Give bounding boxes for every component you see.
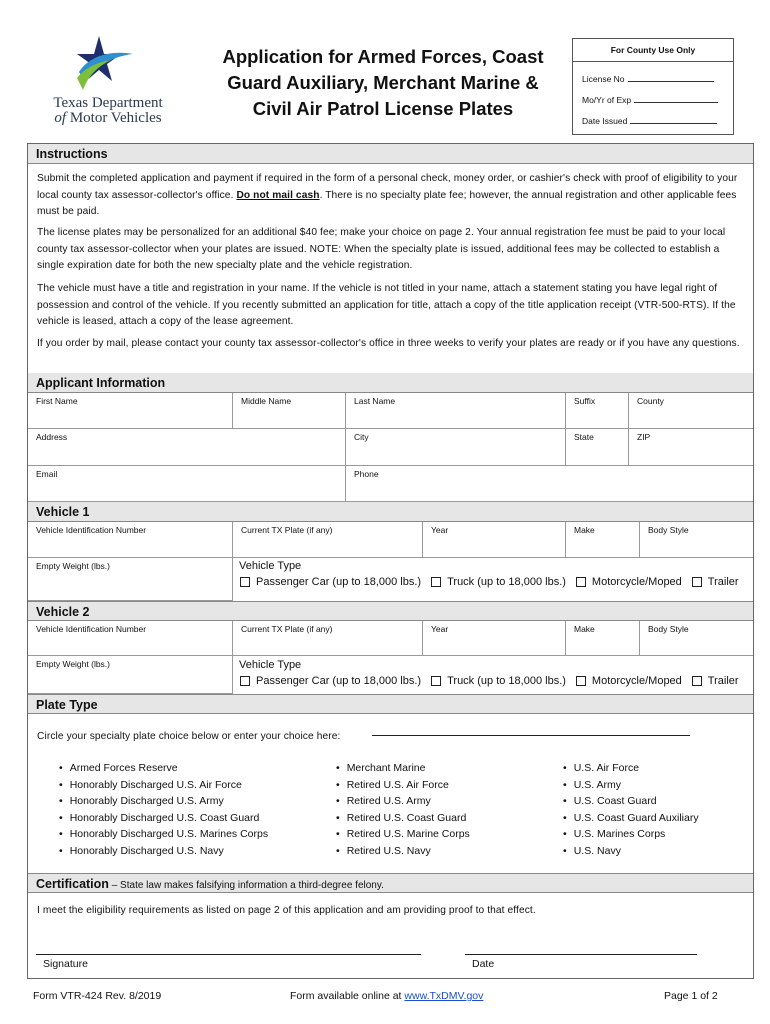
plate-list-column-2 xyxy=(336,760,470,859)
instructions-paragraph-1: Submit the completed application and payment if required in the form of a personal check, money order, or cashier's check with proof of eligibility to your local county tax assessor-collector's office. Do not mail cash. There is no specialty plate fee; however, the annual registration and other applicable fees must be paid. xyxy=(37,173,738,217)
vehicle-1-trailer-checkbox[interactable]: Trailer xyxy=(692,576,739,588)
plate-option[interactable]: • Retired U.S. Marine Corps xyxy=(336,826,470,843)
vehicle-1-type-label: Vehicle Type xyxy=(239,560,302,572)
email-field[interactable]: Email xyxy=(28,466,346,502)
vehicle-2-motorcycle-checkbox[interactable]: Motorcycle/Moped xyxy=(576,675,682,687)
vehicle-1-type-options xyxy=(240,576,739,588)
instructions-paragraph-2: The license plates may be personalized for an additional $40 fee; make your choice on page 2. Your annual registration fee must be paid to your local county tax assessor-collector when your plates are issued. NOTE: When the specialty plate is issued, additional fees may be collected to establish a single expiration date for both the new specialty plate and the vehicle registration. xyxy=(37,227,726,271)
vehicle-1-make-field[interactable]: Make xyxy=(566,522,640,558)
page-number: Page 1 of 2 xyxy=(664,990,718,1002)
certification-heading: Certification – State law makes falsifying information a third-degree felony. xyxy=(28,873,753,893)
plate-option[interactable]: • U.S. Coast Guard Auxiliary xyxy=(563,810,699,827)
vehicle-2-body-style-field[interactable]: Body Style xyxy=(640,621,753,656)
phone-field[interactable]: Phone xyxy=(346,466,753,502)
plate-option[interactable]: • Honorably Discharged U.S. Air Force xyxy=(59,777,268,794)
instructions-paragraph-4: If you order by mail, please contact your county tax assessor-collector's office in three weeks to verify your plates are ready or if you have any questions. xyxy=(37,338,740,349)
form-number: Form VTR-424 Rev. 8/2019 xyxy=(33,990,162,1002)
txdmv-logo xyxy=(38,34,178,134)
city-field[interactable]: City xyxy=(346,429,566,466)
address-field[interactable]: Address xyxy=(28,429,346,466)
vehicle-2-vin-field[interactable]: Vehicle Identification Number xyxy=(28,621,233,656)
plate-list-column-3 xyxy=(563,760,699,859)
plate-type-heading: Plate Type xyxy=(28,694,753,714)
middle-name-field[interactable]: Middle Name xyxy=(233,393,346,429)
vehicle-1-plate-field[interactable]: Current TX Plate (if any) xyxy=(233,522,423,558)
plate-option[interactable]: • U.S. Navy xyxy=(563,843,699,860)
star-logo-icon xyxy=(71,34,141,94)
instructions-paragraph-3: The vehicle must have a title and registration in your name. If the vehicle is not titled in your name, attach a statement stating you have legal right of possession and control of the vehicle. If you recently submitted an application for title, attach a copy of the title application receipt (VTR-500-RTS). If the vehicle is leased, attach a copy of the lease agreement. xyxy=(37,283,736,327)
signature-label: Signature xyxy=(43,958,88,970)
last-name-field[interactable]: Last Name xyxy=(346,393,566,429)
vehicle-2-passenger-car-checkbox[interactable]: Passenger Car (up to 18,000 lbs.) xyxy=(240,675,421,687)
first-name-field[interactable]: First Name xyxy=(28,393,233,429)
date-line[interactable] xyxy=(465,954,697,955)
form-title: Application for Armed Forces, Coast Guard Auxiliary, Merchant Marine & Civil Air Patrol License Plates xyxy=(222,46,544,119)
agency-name: Texas Department of Motor Vehicles xyxy=(53,95,163,126)
txdmv-link[interactable]: www.TxDMV.gov xyxy=(404,990,484,1002)
vehicle-1-truck-checkbox[interactable]: Truck (up to 18,000 lbs.) xyxy=(431,576,566,588)
plate-option[interactable]: • U.S. Air Force xyxy=(563,760,699,777)
vehicle-2-make-field[interactable]: Make xyxy=(566,621,640,656)
vehicle-2-type-options xyxy=(240,675,739,687)
plate-list-column-1 xyxy=(59,760,268,859)
plate-option[interactable]: • Retired U.S. Navy xyxy=(336,843,470,860)
vehicle-1-year-field[interactable]: Year xyxy=(423,522,566,558)
date-label: Date xyxy=(472,958,495,970)
plate-option[interactable]: • U.S. Coast Guard xyxy=(563,793,699,810)
plate-option[interactable]: • Armed Forces Reserve xyxy=(59,760,268,777)
license-no-field: License No xyxy=(582,73,714,84)
plate-type-prompt: Circle your specialty plate choice below or enter your choice here: xyxy=(37,731,341,742)
vehicle-1-weight-field[interactable]: Empty Weight (lbs.) xyxy=(28,558,233,601)
vehicle-2-truck-checkbox[interactable]: Truck (up to 18,000 lbs.) xyxy=(431,675,566,687)
instructions-heading: Instructions xyxy=(28,144,753,164)
county-use-box xyxy=(572,38,734,135)
plate-option[interactable]: • Honorably Discharged U.S. Coast Guard xyxy=(59,810,268,827)
applicant-heading: Applicant Information xyxy=(28,373,753,393)
vehicle-2-plate-field[interactable]: Current TX Plate (if any) xyxy=(233,621,423,656)
plate-option[interactable]: • Honorably Discharged U.S. Navy xyxy=(59,843,268,860)
certification-statement: I meet the eligibility requirements as listed on page 2 of this application and am providing proof to that effect. xyxy=(37,905,536,916)
vehicle-2-trailer-checkbox[interactable]: Trailer xyxy=(692,675,739,687)
vehicle-1-heading: Vehicle 1 xyxy=(28,502,753,522)
vehicle-1-motorcycle-checkbox[interactable]: Motorcycle/Moped xyxy=(576,576,682,588)
signature-line[interactable] xyxy=(36,954,421,955)
vehicle-2-year-field[interactable]: Year xyxy=(423,621,566,656)
plate-choice-entry-line[interactable] xyxy=(372,735,690,736)
suffix-field[interactable]: Suffix xyxy=(566,393,629,429)
county-field[interactable]: County xyxy=(629,393,753,429)
state-field[interactable]: State xyxy=(566,429,629,466)
vehicle-1-passenger-car-checkbox[interactable]: Passenger Car (up to 18,000 lbs.) xyxy=(240,576,421,588)
plate-option[interactable]: • U.S. Army xyxy=(563,777,699,794)
vehicle-2-type-label: Vehicle Type xyxy=(239,659,302,671)
vehicle-1-body-style-field[interactable]: Body Style xyxy=(640,522,753,558)
form-body xyxy=(27,143,754,979)
plate-option[interactable]: • Retired U.S. Air Force xyxy=(336,777,470,794)
plate-option[interactable]: • U.S. Marines Corps xyxy=(563,826,699,843)
county-use-heading: For County Use Only xyxy=(573,39,733,62)
vehicle-2-weight-field[interactable]: Empty Weight (lbs.) xyxy=(28,656,233,694)
online-availability: Form available online at www.TxDMV.gov xyxy=(290,990,484,1002)
plate-option[interactable]: • Honorably Discharged U.S. Army xyxy=(59,793,268,810)
plate-option[interactable]: • Merchant Marine xyxy=(336,760,470,777)
mo-yr-exp-field: Mo/Yr of Exp xyxy=(582,94,718,105)
vehicle-1-vin-field[interactable]: Vehicle Identification Number xyxy=(28,522,233,558)
plate-option[interactable]: • Retired U.S. Army xyxy=(336,793,470,810)
plate-option[interactable]: • Retired U.S. Coast Guard xyxy=(336,810,470,827)
vehicle-2-heading: Vehicle 2 xyxy=(28,601,753,621)
date-issued-field: Date Issued xyxy=(582,115,717,126)
zip-field[interactable]: ZIP xyxy=(629,429,753,466)
plate-option[interactable]: • Honorably Discharged U.S. Marines Corps xyxy=(59,826,268,843)
